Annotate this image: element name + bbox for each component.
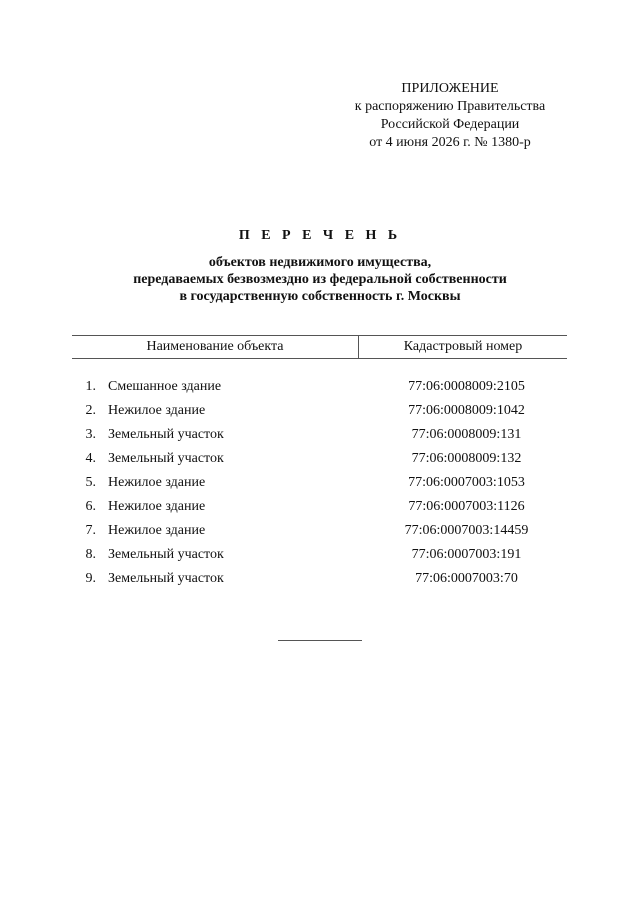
row-number: 8. — [85, 547, 96, 562]
appendix-block — [330, 80, 570, 152]
table-row — [72, 567, 567, 591]
title-sub: в государственную собственность г. Москвы — [179, 289, 461, 304]
table-row — [72, 543, 567, 567]
title-main: П Е Р Е Ч Е Н Ь — [238, 228, 402, 243]
table-header — [72, 335, 567, 359]
property-table — [72, 335, 567, 591]
row-cadastral: 77:06:0008009:131 — [411, 427, 522, 442]
row-name: Нежилое здание — [108, 475, 206, 490]
table-row — [72, 399, 567, 423]
document-title — [0, 226, 640, 305]
row-name: Земельный участок — [108, 451, 224, 466]
appendix-line: к распоряжению Правительства — [354, 99, 546, 114]
row-name: Земельный участок — [108, 571, 224, 586]
appendix-date: от 4 июня 2026 г. № 1380-р — [369, 135, 531, 150]
table-row — [72, 423, 567, 447]
table-row — [72, 471, 567, 495]
row-cadastral: 77:06:0007003:1053 — [408, 475, 525, 490]
header-name: Наименование объекта — [72, 336, 359, 358]
row-cadastral: 77:06:0007003:1126 — [408, 499, 525, 514]
row-number: 4. — [85, 451, 96, 466]
table-row — [72, 495, 567, 519]
row-name: Смешанное здание — [108, 379, 222, 394]
row-number: 2. — [85, 403, 96, 418]
title-sub: объектов недвижимого имущества, — [208, 255, 432, 270]
row-cadastral: 77:06:0008009:2105 — [408, 379, 525, 394]
row-number: 5. — [85, 475, 96, 490]
row-number: 7. — [85, 523, 96, 538]
row-name: Нежилое здание — [108, 499, 206, 514]
table-row — [72, 447, 567, 471]
row-number: 9. — [85, 571, 96, 586]
end-divider — [278, 640, 362, 641]
appendix-heading: ПРИЛОЖЕНИЕ — [401, 81, 499, 96]
title-sub: передаваемых безвозмездно из федеральной собственности — [133, 272, 507, 287]
row-cadastral: 77:06:0008009:1042 — [408, 403, 525, 418]
row-number: 3. — [85, 427, 96, 442]
row-name: Земельный участок — [108, 427, 224, 442]
row-name: Земельный участок — [108, 547, 224, 562]
row-number: 6. — [85, 499, 96, 514]
table-row — [72, 519, 567, 543]
table-row — [72, 375, 567, 399]
row-cadastral: 77:06:0007003:70 — [415, 571, 518, 586]
row-cadastral: 77:06:0007003:14459 — [404, 523, 529, 538]
table-body — [72, 375, 567, 591]
row-cadastral: 77:06:0007003:191 — [411, 547, 522, 562]
row-name: Нежилое здание — [108, 403, 206, 418]
header-cadastral: Кадастровый номер — [403, 339, 523, 354]
appendix-line: Российской Федерации — [380, 117, 520, 132]
row-name: Нежилое здание — [108, 523, 206, 538]
row-number: 1. — [85, 379, 96, 394]
row-cadastral: 77:06:0008009:132 — [411, 451, 522, 466]
